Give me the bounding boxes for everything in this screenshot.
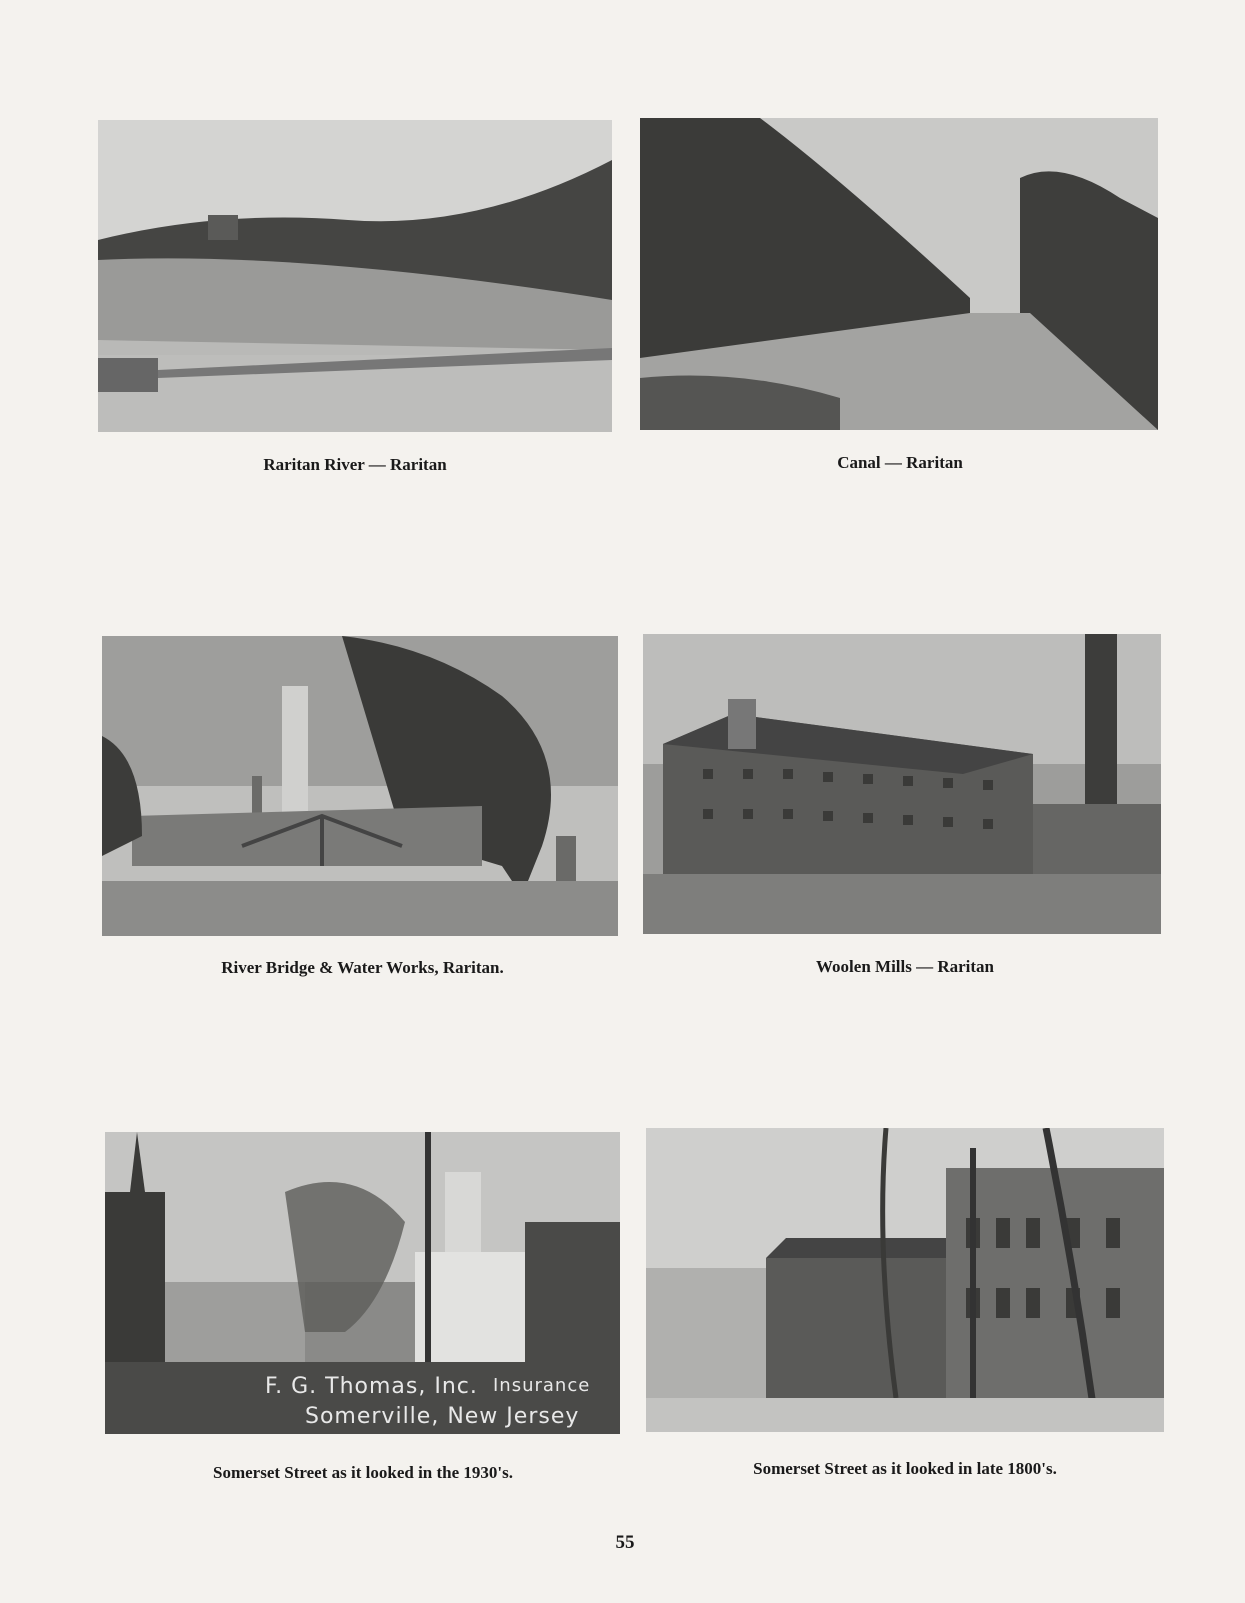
woolen-mills-caption: Woolen Mills — Raritan	[815, 957, 995, 976]
somerset-street-1800s-caption: Somerset Street as it looked in late 1800's.	[753, 1459, 1057, 1478]
page-number: 55	[615, 1532, 635, 1553]
insurance-stamp-text	[265, 1371, 605, 1431]
woolen-mills-photo	[643, 634, 1161, 934]
stamp-line-1: F. G. Thomas, Inc.	[265, 1374, 478, 1399]
stamp-line-2: Insurance	[493, 1375, 591, 1396]
raritan-river-photo	[98, 120, 612, 432]
somerset-street-1800s-photo	[646, 1128, 1164, 1432]
raritan-river-caption: Raritan River — Raritan	[263, 455, 447, 474]
river-bridge-water-works-caption: River Bridge & Water Works, Raritan.	[221, 958, 504, 977]
somerset-street-1930s-caption: Somerset Street as it looked in the 1930's.	[213, 1463, 513, 1482]
river-bridge-water-works-photo	[102, 636, 618, 936]
canal-caption: Canal — Raritan	[837, 453, 963, 472]
canal-photo	[640, 118, 1158, 430]
stamp-line-3: Somerville, New Jersey	[305, 1404, 580, 1429]
